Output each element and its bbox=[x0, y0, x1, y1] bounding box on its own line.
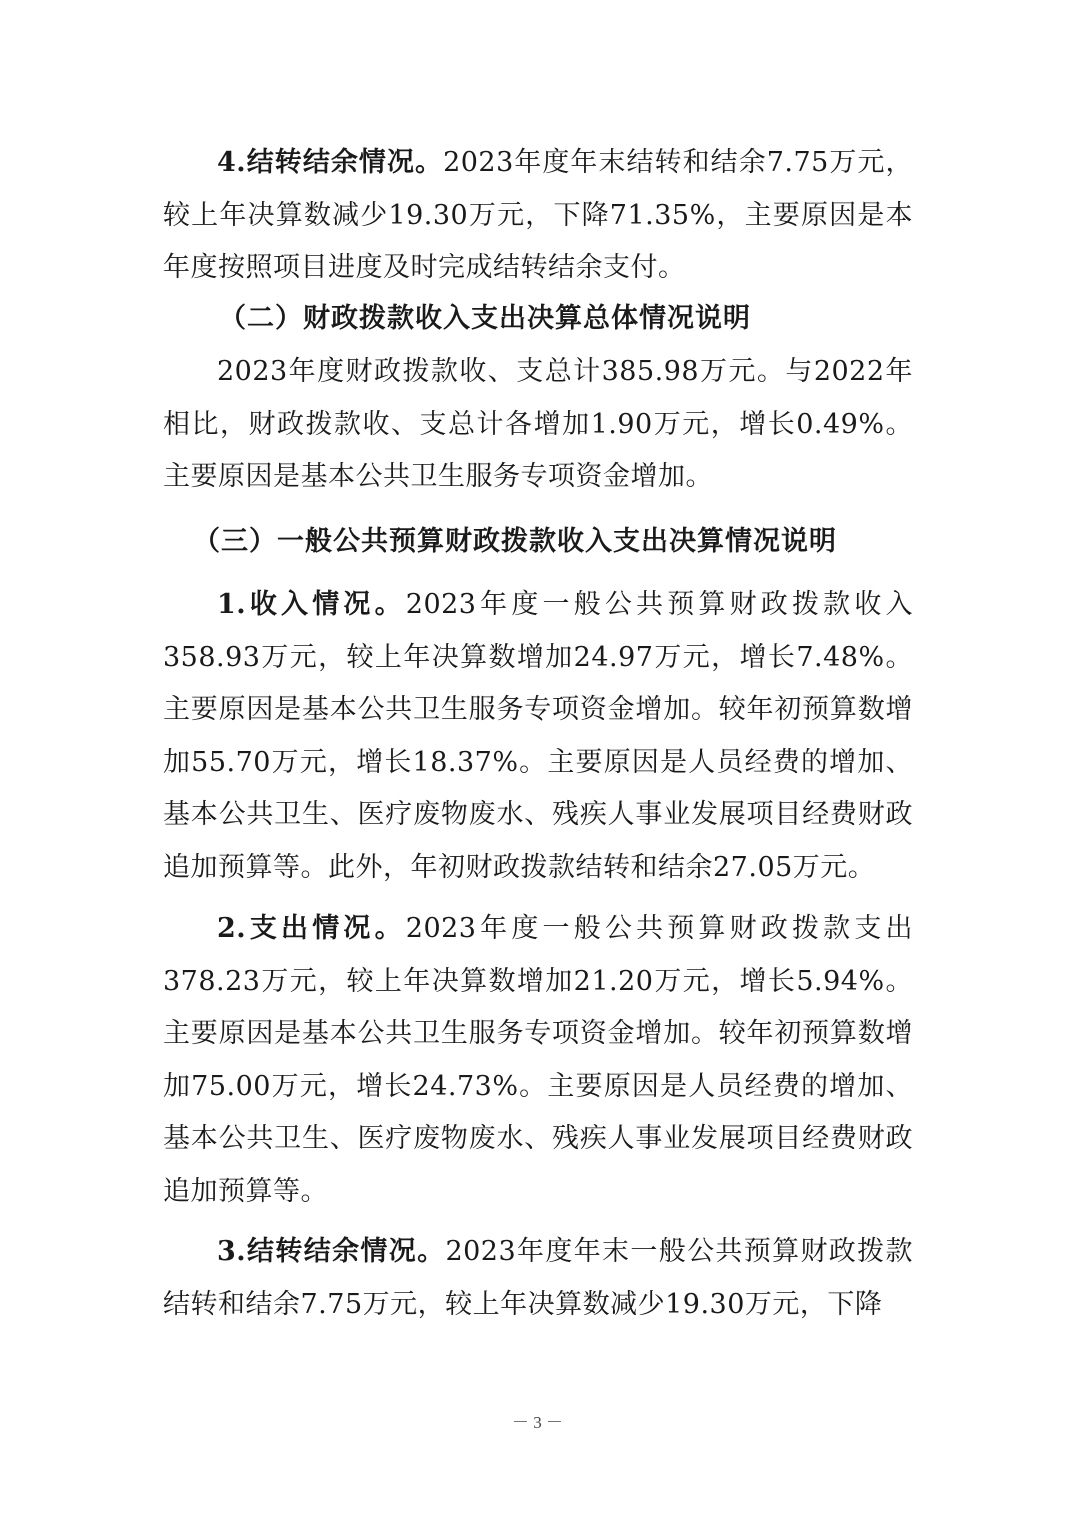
paragraph-lead: 1.收入情况。 bbox=[217, 589, 406, 620]
paragraph-lead: 2.支出情况。 bbox=[217, 913, 406, 944]
paragraph-body: 2023年度年末结转和结余7.75万元，较上年决算数减少19.30万元，下降71.35%，主要原因是本年度按照项目进度及时完成结转结余支付。 bbox=[163, 147, 913, 283]
paragraph-fiscal-total bbox=[163, 346, 913, 504]
page-number: － 3 － bbox=[512, 1413, 563, 1432]
paragraph-carryover-balance bbox=[163, 137, 913, 295]
paragraph-income bbox=[163, 579, 913, 894]
paragraph-general-carryover bbox=[163, 1226, 913, 1331]
paragraph-lead: 4.结转结余情况。 bbox=[217, 147, 444, 178]
section-heading-2: （二）财政拨款收入支出决算总体情况说明 bbox=[219, 303, 751, 334]
paragraph-body: 2023年度一般公共预算财政拨款收入358.93万元，较上年决算数增加24.97万元，增长7.48%。主要原因是基本公共卫生服务专项资金增加。较年初预算数增加55.70万元，增长18.37%。主要原因是人员经费的增加、基本公共卫生、医疗废物废水、残疾人事业发展项目经费财政追加预算等。此外，年初财政拨款结转和结余27.05万元。 bbox=[163, 589, 913, 883]
section-heading-3: （三）一般公共预算财政拨款收入支出决算情况说明 bbox=[193, 526, 837, 557]
paragraph-lead: 3.结转结余情况。 bbox=[217, 1236, 446, 1267]
paragraph-body: 2023年度财政拨款收、支总计385.98万元。与2022年相比，财政拨款收、支总计各增加1.90万元，增长0.49%。主要原因是基本公共卫生服务专项资金增加。 bbox=[163, 356, 913, 492]
paragraph-body: 2023年度一般公共预算财政拨款支出378.23万元，较上年决算数增加21.20万元，增长5.94%。主要原因是基本公共卫生服务专项资金增加。较年初预算数增加75.00万元，增长24.73%。主要原因是人员经费的增加、基本公共卫生、医疗废物废水、残疾人事业发展项目经费财政追加预算等。 bbox=[163, 913, 913, 1207]
paragraph-body: 2023年度年末一般公共预算财政拨款结转和结余7.75万元，较上年决算数减少19.30万元，下降 bbox=[163, 1236, 913, 1320]
paragraph-expenditure bbox=[163, 903, 913, 1218]
